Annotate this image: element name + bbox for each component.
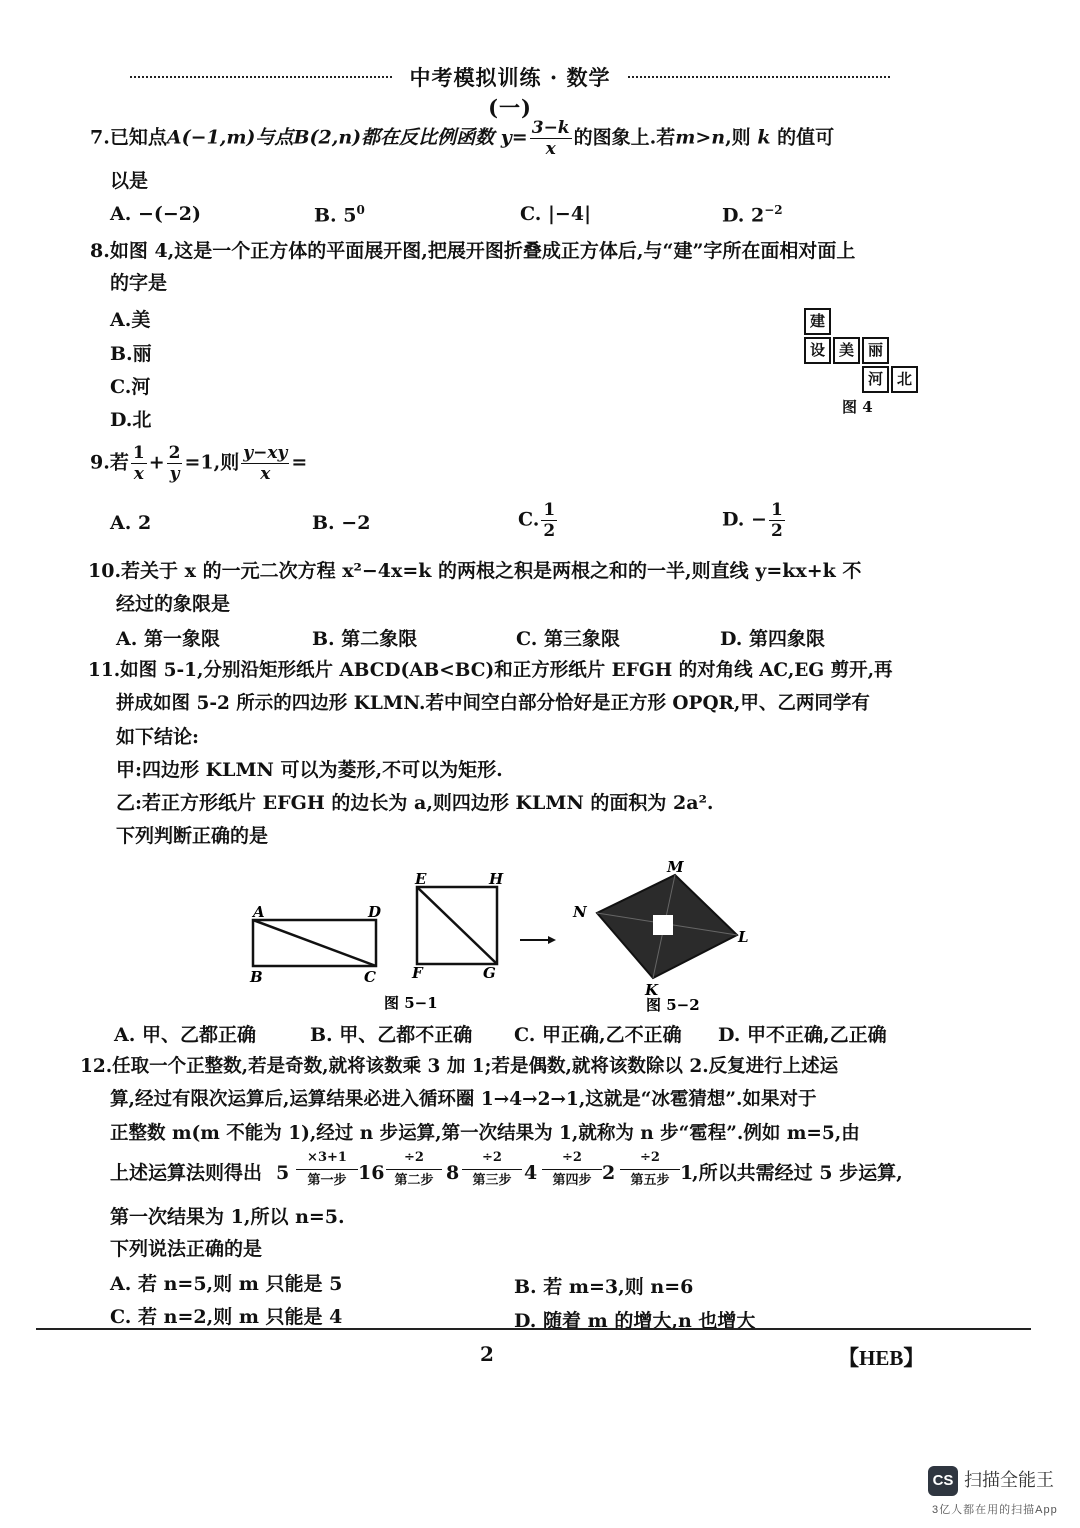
q8-option-d: D.北: [110, 409, 152, 431]
q12-option-a: A. 若 n=5,则 m 只能是 5: [110, 1273, 343, 1295]
q9-f3-num: y−xy: [243, 443, 288, 463]
label-k: K: [645, 981, 659, 999]
q7-option-d-text: D. 2: [722, 204, 765, 227]
chain-arrow-1: [296, 1169, 358, 1170]
label-a: A: [253, 903, 265, 921]
q7-option-b: [314, 203, 365, 226]
chain-step-3: 第三步: [472, 1173, 512, 1188]
scanner-tagline: 3亿人都在用的扫描App: [932, 1504, 1058, 1516]
q9-option-d-frac: [769, 500, 785, 541]
question-12-stem: 12.任取一个正整数,若是奇数,就将该数乘 3 加 1;若是偶数,就将该数除以 2.反复进行上述运: [80, 1056, 839, 1077]
chain-step-1: 第一步: [307, 1173, 347, 1188]
q11-option-a: A. 甲、乙都正确: [114, 1024, 256, 1046]
q7-frac-num: 3−k: [531, 118, 570, 138]
q9-plus: +: [148, 451, 165, 474]
chain-op-1: ×3+1: [307, 1150, 347, 1165]
chain-arrow-3: [462, 1169, 522, 1170]
question-7-stem: [90, 118, 834, 159]
q7-text-3: ,则: [725, 126, 751, 149]
figure-5: [240, 855, 760, 1020]
page-number: 2: [480, 1342, 494, 1366]
label-h: H: [489, 870, 504, 888]
q9-f3-den: x: [260, 464, 271, 484]
label-n: N: [573, 903, 587, 921]
question-11-yi: 乙:若正方形纸片 EFGH 的边长为 a,则四边形 KLMN 的面积为 2a².: [116, 792, 714, 814]
question-11-stem: 11.如图 5-1,分别沿矩形纸片 ABCD(AB<BC)和正方形纸片 EFGH 的对角线 AC,EG 剪开,再: [88, 660, 893, 681]
label-m: M: [667, 858, 684, 876]
chain-step-5: 第五步: [630, 1173, 670, 1188]
q9-option-b: B. −2: [312, 512, 371, 534]
q9-option-c-label: C.: [518, 508, 540, 531]
header-dotted-rule-left: [130, 76, 392, 78]
question-11-line2: 拼成如图 5-2 所示的四边形 KLMN.若中间空白部分恰好是正方形 OPQR,甲、乙两同学有: [116, 693, 870, 714]
question-12-line3: 正整数 m(m 不能为 1),经过 n 步运算,第一次结果为 1,就称为 n 步“雹程”.例如 m=5,由: [110, 1123, 860, 1144]
chain-step-4: 第四步: [552, 1173, 592, 1188]
q9-f2-den: y: [169, 464, 180, 484]
q7-y-eq: y=: [500, 126, 528, 149]
q7-option-a: A. −(−2): [110, 203, 202, 225]
chain-step-2: 第二步: [394, 1173, 434, 1188]
question-11-jia: 甲:四边形 KLMN 可以为菱形,不可以为矩形.: [116, 759, 503, 781]
chain-arrow-4: [542, 1169, 602, 1170]
transform-arrow-head: [548, 936, 556, 944]
q7-option-b-exp: 0: [356, 203, 365, 217]
q9-f1-den: x: [133, 464, 144, 484]
q7-point-b: B(2,n)都在反比例函数: [293, 126, 495, 149]
question-12-line5: 第一次结果为 1,所以 n=5.: [110, 1206, 345, 1228]
q11-option-d: D. 甲不正确,乙正确: [718, 1024, 887, 1046]
q10-option-b: B. 第二象限: [312, 628, 418, 650]
label-c: C: [364, 968, 376, 986]
question-12-line2: 算,经过有限次运算后,运算结果必进入循环圈 1→4→2→1,这就是“冰雹猜想”.如果对于: [110, 1089, 817, 1110]
q7-frac-den: x: [545, 139, 556, 159]
q9-frac-3: [241, 443, 289, 484]
q8-option-c: C.河: [110, 376, 151, 398]
q7-option-b-text: B. 5: [314, 204, 357, 227]
q10-option-d: D. 第四象限: [720, 628, 826, 650]
q10-option-a: A. 第一象限: [116, 628, 220, 650]
net-cell-bei: 北: [891, 366, 918, 393]
q9-d-num: 1: [770, 500, 783, 520]
q10-option-c: C. 第三象限: [516, 628, 621, 650]
q9-option-c-frac: [541, 500, 557, 541]
q9-option-a: A. 2: [110, 512, 152, 534]
q8-option-a: A.美: [110, 309, 151, 331]
q9-f1-num: 1: [132, 443, 145, 463]
question-8-line2: 的字是: [110, 272, 168, 294]
chain-op-4: ÷2: [562, 1150, 582, 1165]
chain-number-5: 2: [602, 1162, 616, 1184]
q9-c-den: 2: [543, 521, 556, 541]
q11-option-c: C. 甲正确,乙不正确: [514, 1024, 682, 1046]
q12-chain-suffix: ,所以共需经过 5 步运算,: [692, 1162, 903, 1184]
q12-option-d: D. 随着 m 的增大,n 也增大: [514, 1310, 756, 1332]
question-7-line2: 以是: [110, 170, 149, 192]
question-8-stem: 8.如图 4,这是一个正方体的平面展开图,把展开图折叠成正方体后,与“建”字所在面相对面上: [90, 240, 856, 262]
page-title: 中考模拟训练 · 数学(一): [409, 65, 611, 120]
q12-chain-prefix: 上述运算法则得出: [110, 1162, 263, 1184]
chain-arrow-5: [620, 1169, 680, 1170]
chain-number-6: 1: [680, 1162, 694, 1184]
net-cell-mei: 美: [833, 337, 860, 364]
q7-option-d: [722, 203, 783, 226]
label-b: B: [250, 968, 263, 986]
q9-prefix: 9.若: [90, 451, 129, 474]
net-cell-she: 设: [804, 337, 831, 364]
q7-text-2: 的图象上.若: [573, 126, 676, 149]
q12-option-c: C. 若 n=2,则 m 只能是 4: [110, 1306, 343, 1328]
q9-c-num: 1: [543, 500, 556, 520]
q9-frac-2: [167, 443, 183, 484]
square-opqr: [653, 915, 673, 935]
label-d: D: [368, 903, 382, 921]
scanner-logo-icon: CS: [928, 1466, 958, 1496]
label-l: L: [738, 928, 749, 946]
question-9-stem: [90, 443, 307, 484]
figure-5-1-caption: 图 5−1: [384, 994, 438, 1012]
q7-point-a: A(−1,m)与点: [166, 126, 294, 149]
label-e: E: [415, 870, 427, 888]
chain-number-1: 5: [276, 1162, 290, 1184]
q8-option-b: B.丽: [110, 343, 152, 365]
q7-fraction: [530, 118, 572, 159]
q9-d-den: 2: [770, 521, 783, 541]
question-10-line2: 经过的象限是: [116, 593, 231, 615]
chain-op-3: ÷2: [482, 1150, 502, 1165]
question-10-stem: 10.若关于 x 的一元二次方程 x²−4x=k 的两根之积是两根之和的一半,则直线 y=kx+k 不: [88, 560, 862, 582]
question-11-line3: 如下结论:: [116, 726, 200, 748]
q9-option-c: [518, 500, 559, 541]
rect-diagonal-ac: [253, 920, 376, 966]
figure-5-2-caption: 图 5−2: [646, 996, 700, 1014]
scanner-app-name: 扫描全能王: [964, 1470, 1054, 1490]
chain-op-5: ÷2: [640, 1150, 660, 1165]
figure-4-caption: 图 4: [842, 398, 873, 416]
square-diagonal-eg: [417, 887, 497, 964]
chain-number-3: 8: [446, 1162, 460, 1184]
q9-option-d: [722, 500, 787, 541]
q9-option-d-label: D. −: [722, 508, 767, 531]
label-f: F: [412, 964, 423, 982]
chain-arrow-2: [386, 1169, 442, 1170]
question-12-chain-line: [110, 1150, 930, 1196]
page-header: [130, 62, 890, 120]
q7-option-d-exp: −2: [764, 203, 783, 217]
q9-frac-1: [131, 443, 147, 484]
q7-condition: m>n: [675, 126, 726, 149]
footer-rule: [36, 1328, 1031, 1330]
label-g: G: [483, 964, 496, 982]
q9-suffix: =: [291, 451, 308, 474]
net-cell-jian: 建: [804, 308, 831, 335]
header-dotted-rule-right: [628, 76, 890, 78]
chain-op-2: ÷2: [404, 1150, 424, 1165]
q7-text-4: 的值可: [777, 126, 835, 149]
question-12-prompt: 下列说法正确的是: [110, 1238, 263, 1260]
q7-k: k: [757, 126, 771, 149]
chain-number-4: 4: [524, 1162, 538, 1184]
q7-text-1: 7.已知点: [90, 126, 167, 149]
net-cell-li: 丽: [862, 337, 889, 364]
net-cell-he: 河: [862, 366, 889, 393]
question-11-prompt: 下列判断正确的是: [116, 825, 269, 847]
q12-option-b: B. 若 m=3,则 n=6: [514, 1276, 694, 1298]
chain-number-2: 16: [358, 1162, 385, 1184]
q7-option-c: C. |−4|: [520, 203, 591, 225]
q9-f2-num: 2: [168, 443, 181, 463]
q9-mid: =1,则: [184, 451, 240, 474]
q11-option-b: B. 甲、乙都不正确: [310, 1024, 473, 1046]
edition-code: 【HEB】: [838, 1346, 925, 1370]
